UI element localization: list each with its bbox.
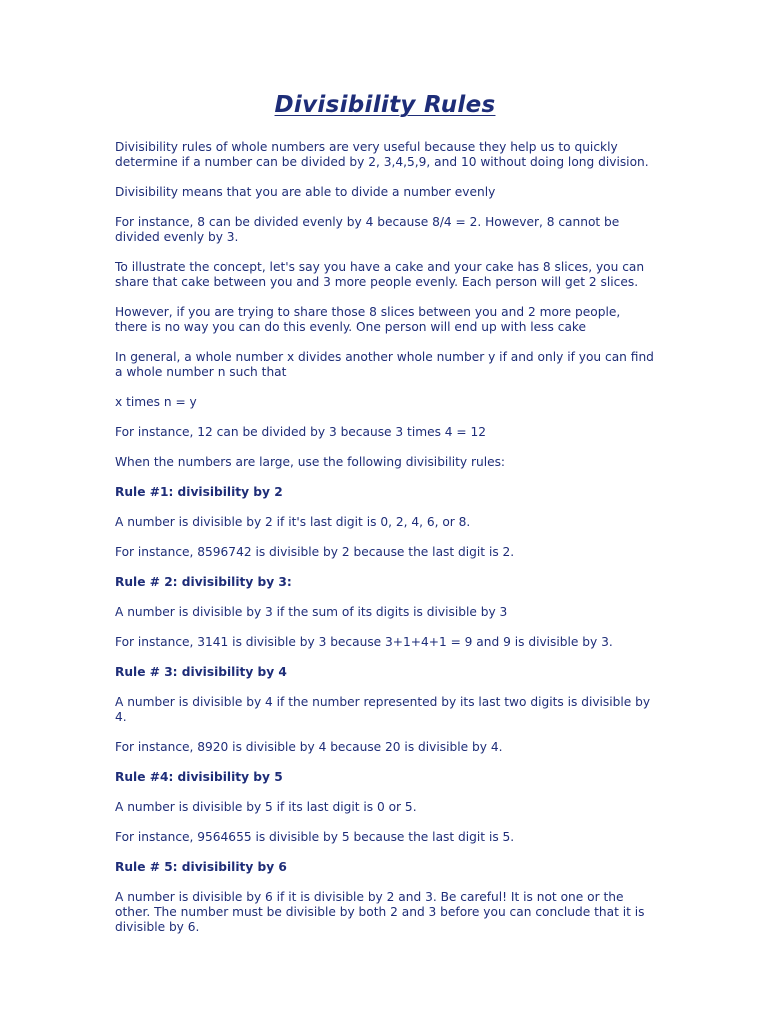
rule-1-example: For instance, 8596742 is divisible by 2 because the last digit is 2. [115, 545, 515, 559]
rule-4-example: For instance, 9564655 is divisible by 5 because the last digit is 5. [115, 830, 515, 844]
rule-3-description: A number is divisible by 4 if the number represented by its last two digits is divisible by 4. [115, 695, 651, 724]
rule-2-description: A number is divisible by 3 if the sum of its digits is divisible by 3 [115, 605, 508, 619]
cake-uneven-paragraph: However, if you are trying to share those 8 slices between you and 2 more people, there is no way you can do this evenly. One person will end up with less cake [115, 305, 621, 334]
rule-2-heading: Rule # 2: divisibility by 3: [115, 575, 292, 589]
rule-3-example: For instance, 8920 is divisible by 4 because 20 is divisible by 4. [115, 740, 503, 754]
example-paragraph: For instance, 8 can be divided evenly by 4 because 8/4 = 2. However, 8 cannot be divided evenly by 3. [115, 215, 620, 244]
document-body [115, 90, 655, 950]
rule-5-heading: Rule # 5: divisibility by 6 [115, 860, 287, 874]
rule-4-heading: Rule #4: divisibility by 5 [115, 770, 283, 784]
intro-paragraph: Divisibility rules of whole numbers are very useful because they help us to quickly determine if a number can be divided by 2, 3,4,5,9, and 10 without doing long division. [115, 140, 649, 169]
document-title: Divisibility Rules [274, 92, 496, 118]
large-numbers-paragraph: When the numbers are large, use the following divisibility rules: [115, 455, 506, 469]
formula-example-paragraph: For instance, 12 can be divided by 3 because 3 times 4 = 12 [115, 425, 487, 439]
rule-1-heading: Rule #1: divisibility by 2 [115, 485, 283, 499]
rule-4-description: A number is divisible by 5 if its last digit is 0 or 5. [115, 800, 417, 814]
cake-paragraph: To illustrate the concept, let's say you have a cake and your cake has 8 slices, you can share that cake between you and 3 more people evenly. Each person will get 2 slices. [115, 260, 645, 289]
definition-paragraph: Divisibility means that you are able to divide a number evenly [115, 185, 496, 199]
general-rule-paragraph: In general, a whole number x divides another whole number y if and only if you can find a whole number n such that [115, 350, 654, 379]
rule-5-description: A number is divisible by 6 if it is divisible by 2 and 3. Be careful! It is not one or the other. The number must be divisible by both 2 and 3 before you can conclude that it is divisible by 6. [115, 890, 645, 934]
rule-2-example: For instance, 3141 is divisible by 3 because 3+1+4+1 = 9 and 9 is divisible by 3. [115, 635, 613, 649]
rule-3-heading: Rule # 3: divisibility by 4 [115, 665, 287, 679]
formula-paragraph: x times n = y [115, 395, 197, 409]
rule-1-description: A number is divisible by 2 if it's last digit is 0, 2, 4, 6, or 8. [115, 515, 471, 529]
